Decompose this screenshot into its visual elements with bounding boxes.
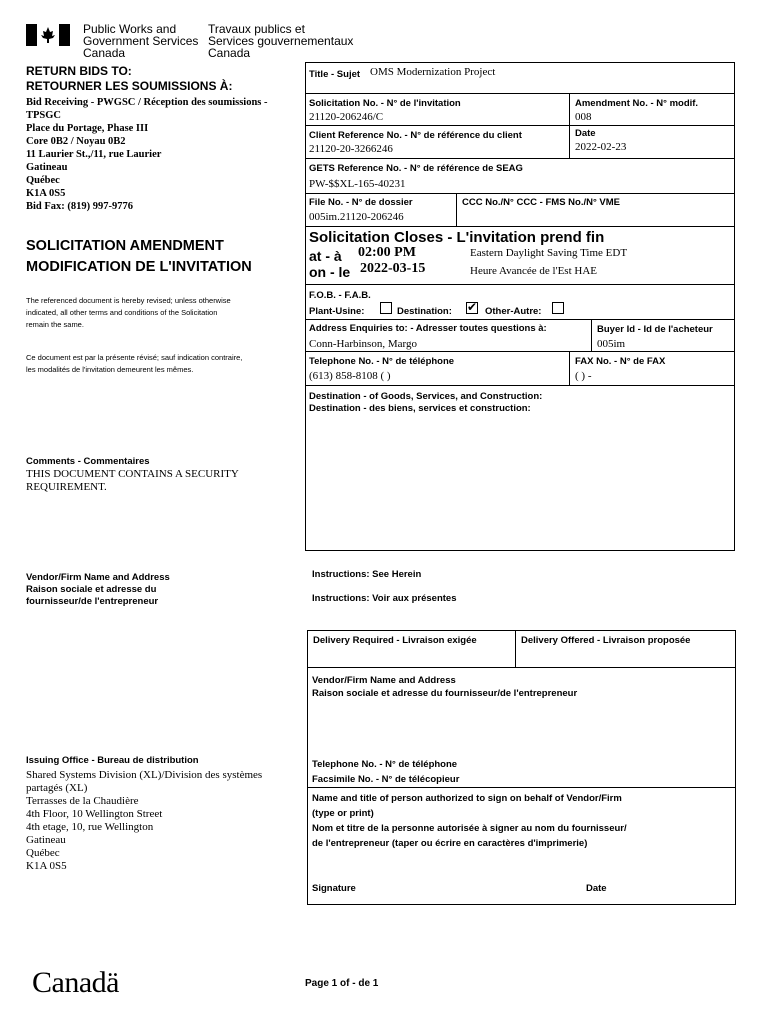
buyer-id-value: 005im — [597, 338, 626, 350]
title-value: OMS Modernization Project — [370, 66, 496, 78]
delivery-required-label: Delivery Required - Livraison exigée — [313, 635, 477, 646]
signature-label: Signature — [312, 883, 356, 894]
authorized-signer-label: Name and title of person authorized to sign on behalf of Vendor/Firm (type or print) Nom et titre de la personne autorisée à signer au nom du fournisseur/ de l'entrepreneur (taper ou écrire en caractères d'imprimerie) — [312, 793, 627, 849]
delivery-offered-label: Delivery Offered - Livraison proposée — [521, 635, 691, 646]
closes-heading: Solicitation Closes - L'invitation prend fin — [309, 229, 605, 246]
fob-label: F.O.B. - F.A.B. — [309, 290, 371, 301]
address-enquiries-value: Conn-Harbinson, Margo — [309, 338, 417, 350]
closes-on-label: on - le — [309, 264, 351, 280]
return-bids-title: RETURN BIDS TO: RETOURNER LES SOUMISSIONS À: — [26, 64, 233, 93]
timezone-en: Eastern Daylight Saving Time EDT — [470, 247, 628, 259]
timezone-fr: Heure Avancée de l'Est HAE — [470, 265, 598, 277]
gets-ref-value: PW-$$XL-165-40231 — [309, 178, 406, 190]
vendor-firm-label: Vendor/Firm Name and Address Raison sociale et adresse du fournisseur/de l'entrepreneur — [26, 572, 170, 607]
destination-checkbox[interactable] — [466, 302, 478, 314]
solicitation-no-value: 21120-206246/C — [309, 111, 384, 123]
closes-time-value: 02:00 PM — [358, 245, 416, 260]
title-label: Title - Sujet — [309, 69, 361, 80]
telephone-label: Telephone No. - N° de téléphone — [309, 356, 455, 367]
vendor-telephone-label: Telephone No. - N° de téléphone — [312, 759, 458, 770]
date-label: Date — [575, 128, 596, 139]
check-mark-icon: ✔ — [467, 300, 478, 314]
instructions-fr: Instructions: Voir aux présentes — [312, 593, 457, 604]
buyer-id-label: Buyer Id - Id de l'acheteur — [597, 324, 713, 335]
closes-date-value: 2022-03-15 — [360, 261, 426, 276]
plant-checkbox[interactable] — [380, 302, 392, 314]
canada-flag-logo — [26, 24, 70, 46]
other-checkbox[interactable] — [552, 302, 564, 314]
amendment-notice-en: The referenced document is hereby revised; unless otherwise indicated, all other terms and conditions of the Solicitation remain the same. — [26, 296, 231, 329]
file-no-value: 005im.21120-206246 — [309, 211, 404, 223]
vendor-name-label: Vendor/Firm Name and Address Raison sociale et adresse du fournisseur/de l'entrepreneur — [312, 675, 578, 699]
date-value: 2022-02-23 — [575, 141, 627, 153]
department-name-en: Public Works and Government Services Canada — [83, 22, 199, 60]
signature-date-label: Date — [586, 883, 607, 894]
vendor-facsimile-label: Facsimile No. - N° de télécopieur — [312, 774, 460, 785]
other-label: Other-Autre: — [485, 306, 542, 317]
closes-at-label: at - à — [309, 248, 342, 264]
amendment-notice-fr: Ce document est par la présente révisé; sauf indication contraire, les modalités de l'invitation demeurent les mêmes. — [26, 353, 243, 374]
plant-label: Plant-Usine: — [309, 306, 365, 317]
issuing-office-label: Issuing Office - Bureau de distribution — [26, 755, 199, 766]
amendment-no-label: Amendment No. - N° modif. — [575, 98, 699, 109]
fax-label: FAX No. - N° de FAX — [575, 356, 666, 367]
amendment-no-value: 008 — [575, 111, 592, 123]
destination-label: Destination: — [397, 306, 452, 317]
solicitation-no-label: Solicitation No. - N° de l'invitation — [309, 98, 461, 109]
canada-wordmark: Canadä — [32, 966, 119, 999]
return-bids-address: Bid Receiving - PWGSC / Réception des soumissions - TPSGC Place du Portage, Phase III Core 0B2 / Noyau 0B2 11 Laurier St.,/11, rue Laurier Gatineau Québec K1A 0S5 Bid Fax: (819) 997-9776 — [26, 97, 268, 212]
gets-ref-label: GETS Reference No. - N° de référence de SEAG — [309, 163, 523, 174]
issuing-office-address: Shared Systems Division (XL)/Division des systèmes partagés (XL) Terrasses de la Chaudière 4th Floor, 10 Wellington Street 4th etage, 10, rue Wellington Gatineau Québec K1A 0S5 — [26, 769, 263, 872]
comments-text: THIS DOCUMENT CONTAINS A SECURITY REQUIREMENT. — [26, 468, 239, 493]
amendment-heading: SOLICITATION AMENDMENT MODIFICATION DE L'INVITATION — [26, 238, 252, 275]
instructions-en: Instructions: See Herein — [312, 569, 422, 580]
comments-label: Comments - Commentaires — [26, 456, 150, 467]
telephone-value: (613) 858-8108 ( ) — [309, 370, 391, 382]
page-number: Page 1 of - de 1 — [305, 978, 379, 989]
file-no-label: File No. - N° de dossier — [309, 197, 413, 208]
client-ref-label: Client Reference No. - N° de référence du client — [309, 130, 522, 141]
ccc-no-label: CCC No./N° CCC - FMS No./N° VME — [462, 197, 621, 208]
department-name-fr: Travaux publics et Services gouvernementaux Canada — [208, 22, 354, 60]
destination-goods-label: Destination - of Goods, Services, and Construction: Destination - des biens, services et construction: — [309, 391, 543, 414]
client-ref-value: 21120-20-3266246 — [309, 143, 393, 155]
fax-value: ( ) - — [575, 370, 592, 382]
address-enquiries-label: Address Enquiries to: - Adresser toutes questions à: — [309, 323, 547, 334]
